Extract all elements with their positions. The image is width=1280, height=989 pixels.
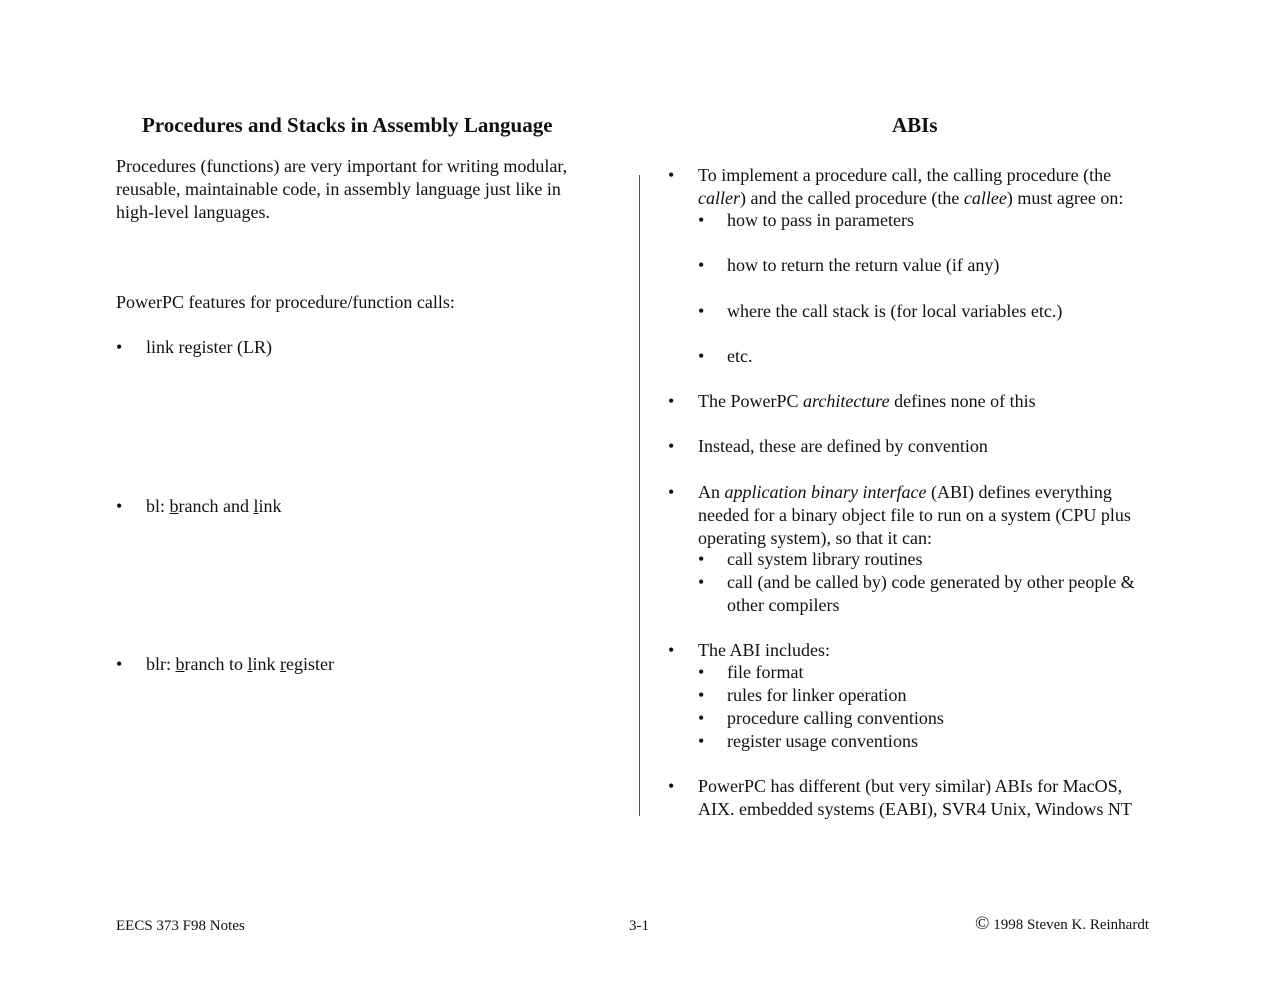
bullet-icon: • (698, 572, 705, 592)
footer-course: EECS 373 F98 Notes (116, 918, 245, 934)
intro-line-2: reusable, maintainable code, in assembly language just like in (116, 179, 561, 199)
bullet-icon: • (668, 482, 675, 502)
sub-item-interop: call (and be called by) code generated by other people & other compilers (727, 572, 1135, 615)
bullet-icon: • (698, 731, 705, 751)
bullet-icon: • (668, 391, 675, 411)
bullet-icon: • (116, 496, 123, 516)
left-page-title: Procedures and Stacks in Assembly Language (142, 113, 553, 137)
abi-bullet-architecture: The PowerPC architecture defines none of this (698, 391, 1036, 411)
bullet-icon: • (698, 549, 705, 569)
abi-bullet-variants: PowerPC has different (but very similar) ABIs for MacOS, AIX. embedded systems (EABI), SVR4 Unix, Windows NT (698, 776, 1132, 819)
intro-line-1: Procedures (functions) are very important for writing modular, (116, 156, 568, 176)
column-divider (639, 175, 640, 816)
sub-item-return-value: how to return the return value (if any) (727, 255, 1000, 275)
features-heading: PowerPC features for procedure/function calls: (116, 292, 455, 312)
bullet-icon: • (698, 255, 705, 275)
bullet-icon: • (698, 346, 705, 366)
bullet-icon: • (698, 708, 705, 728)
bullet-icon: • (668, 776, 675, 796)
link-register-item: link register (LR) (146, 337, 272, 357)
bullet-icon: • (668, 436, 675, 456)
sub-item-call-stack: where the call stack is (for local variables etc.) (727, 301, 1063, 321)
bl-item: bl: branch and link (146, 496, 282, 516)
abi-bullet-definition: An application binary interface (ABI) defines everything needed for a binary object file to run on a system (CPU plus operating system), so that it can: (698, 482, 1131, 548)
copyright-icon: © (975, 913, 990, 934)
footer-copyright: © 1998 Steven K. Reinhardt (975, 913, 1149, 934)
sub-item-linker: rules for linker operation (727, 685, 907, 705)
bullet-icon: • (116, 654, 123, 674)
bullet-icon: • (698, 685, 705, 705)
bullet-icon: • (698, 210, 705, 230)
sub-item-etc: etc. (727, 346, 753, 366)
bullet-icon: • (698, 662, 705, 682)
bullet-icon: • (698, 301, 705, 321)
bullet-icon: • (668, 165, 675, 185)
footer-page-number: 3-1 (629, 918, 649, 934)
abi-bullet-includes: The ABI includes: (698, 640, 830, 660)
bullet-icon: • (116, 337, 123, 357)
sub-item-calling: procedure calling conventions (727, 708, 944, 728)
sub-item-parameters: how to pass in parameters (727, 210, 914, 230)
sub-item-library: call system library routines (727, 549, 923, 569)
blr-item: blr: branch to link register (146, 654, 334, 674)
right-page-title: ABIs (892, 113, 938, 137)
sub-item-file-format: file format (727, 662, 804, 682)
intro-paragraph (116, 155, 567, 224)
sub-item-register: register usage conventions (727, 731, 918, 751)
abi-bullet-agreement: To implement a procedure call, the calling procedure (the caller) and the called procedure (the callee) must agree on: (698, 165, 1124, 208)
bullet-icon: • (668, 640, 675, 660)
intro-line-3: high-level languages. (116, 202, 270, 222)
abi-bullet-convention: Instead, these are defined by convention (698, 436, 988, 456)
